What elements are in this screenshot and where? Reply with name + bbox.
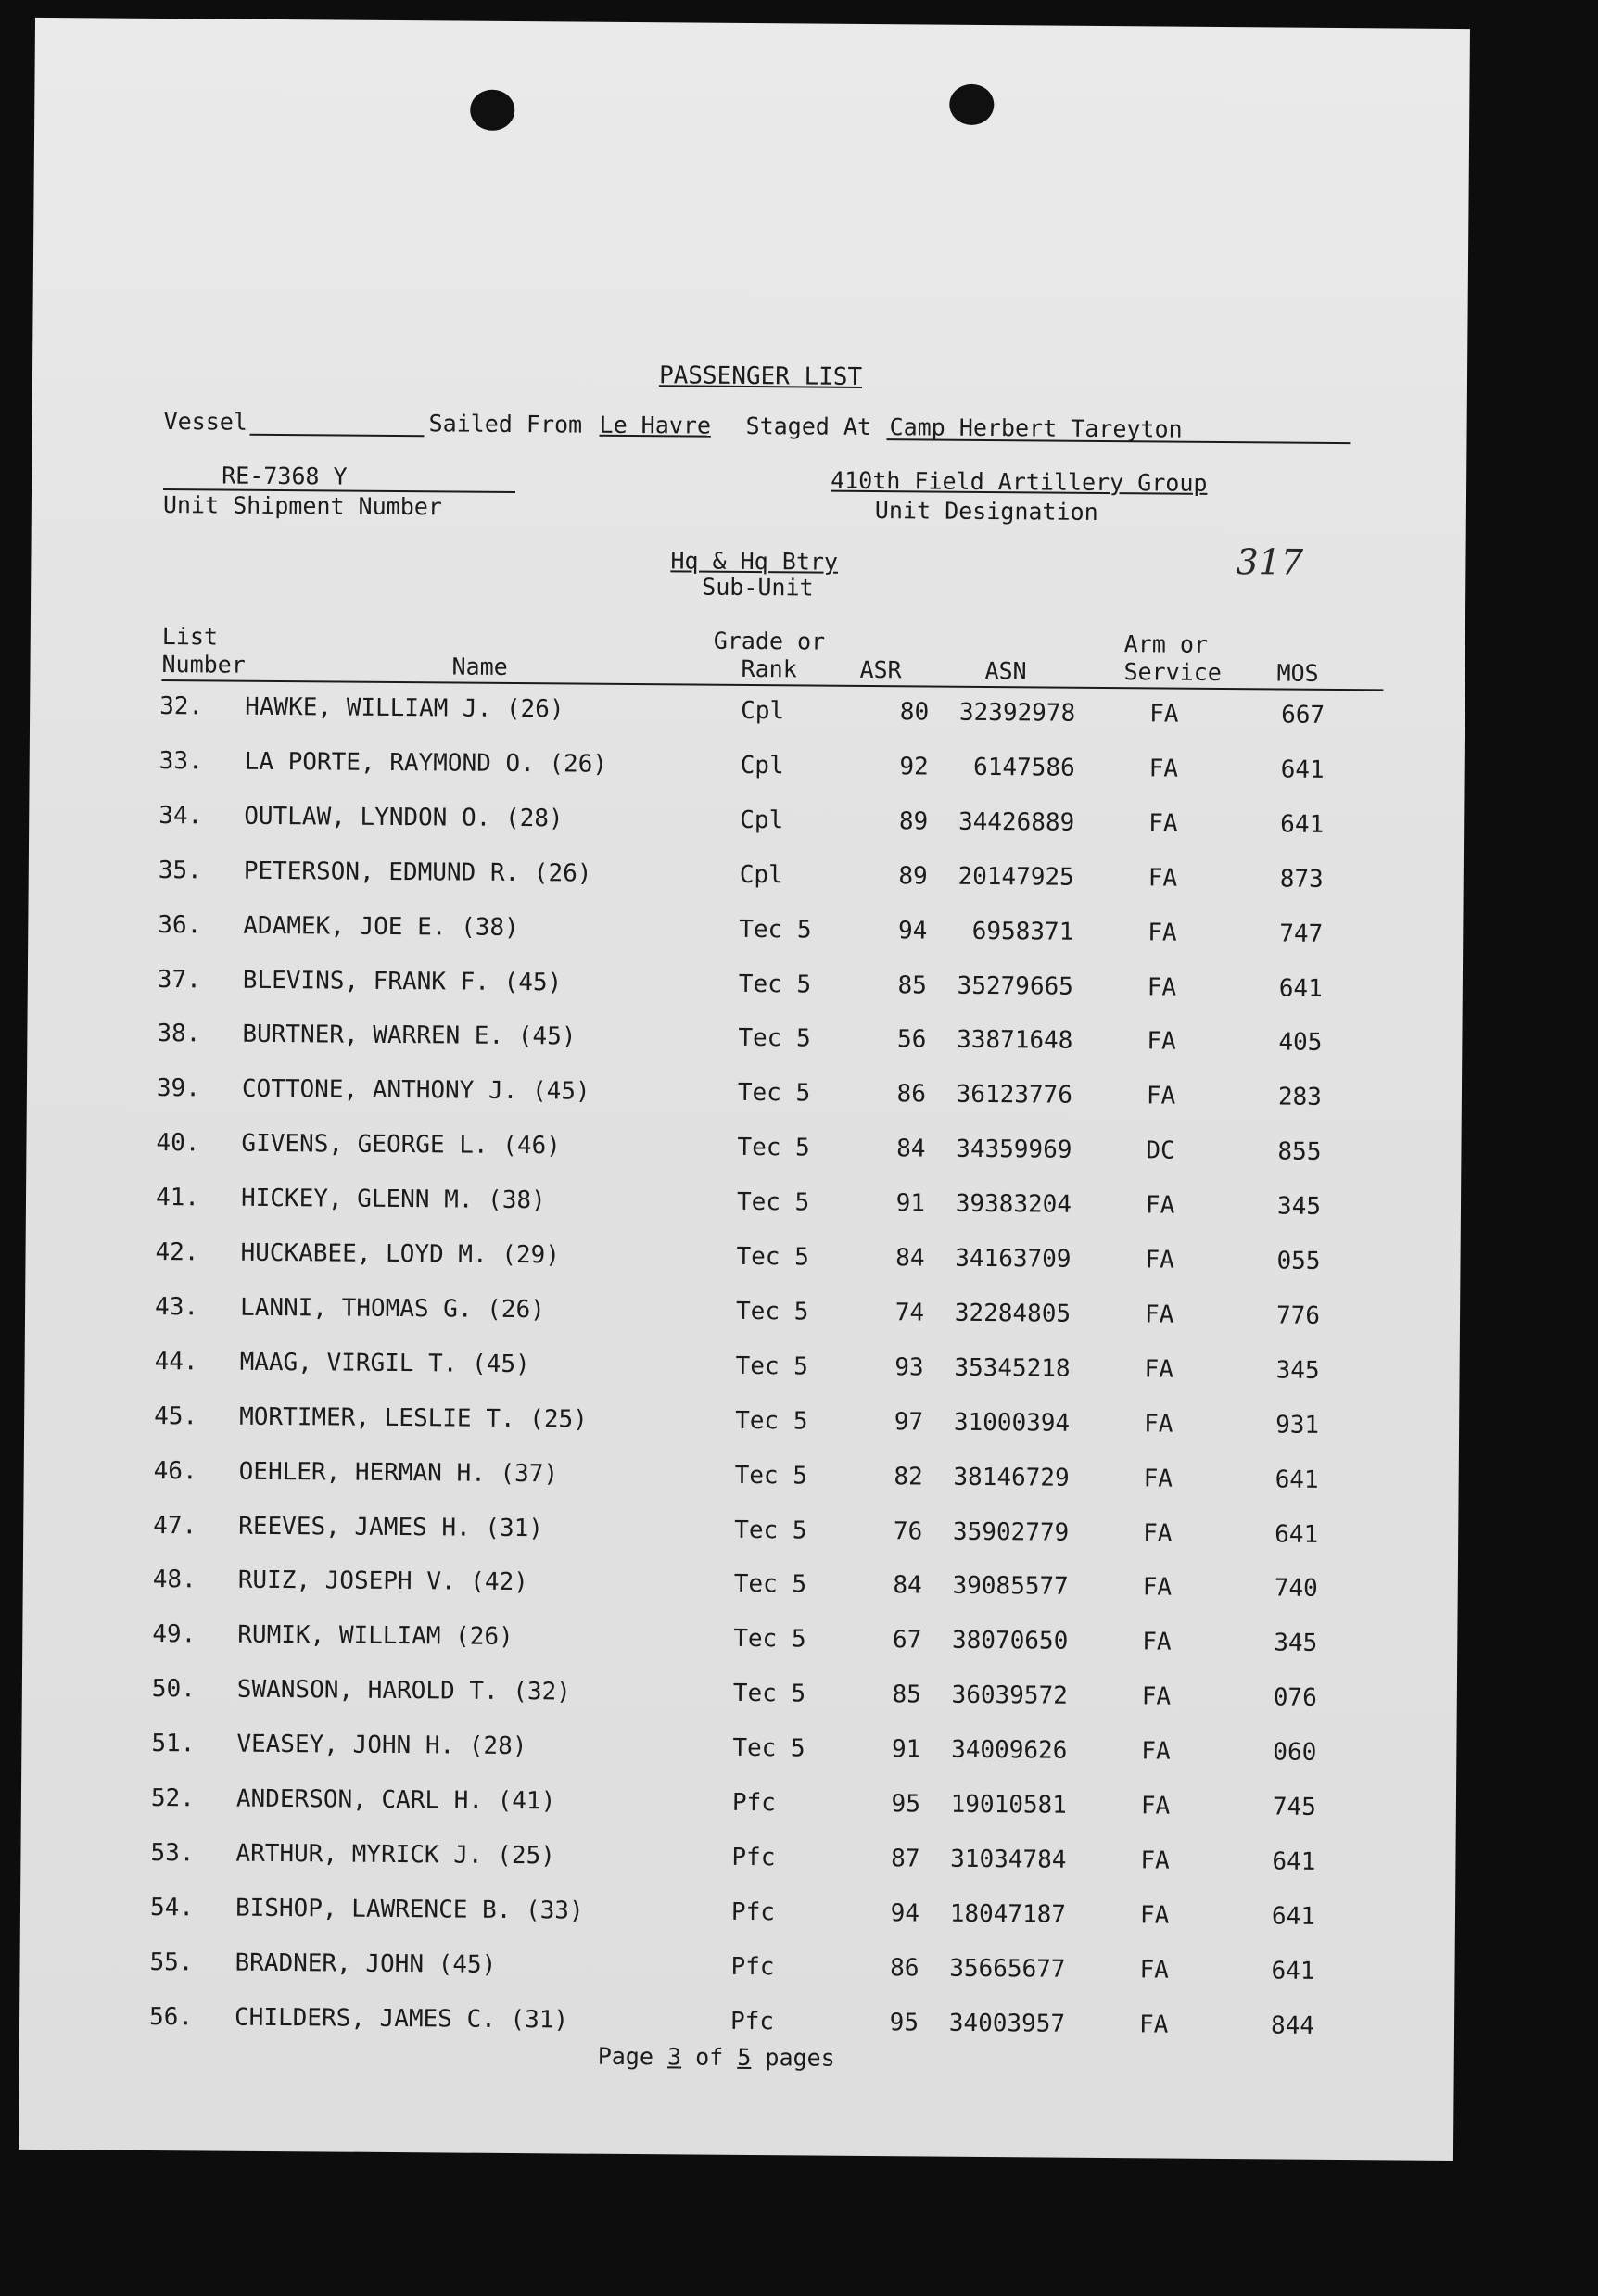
list-number: 48. [152,1566,197,1594]
arm-service: FA [1139,1901,1170,1930]
grade-rank: Tec 5 [733,1625,806,1654]
header-list-number: List Number [161,623,246,679]
passenger-name: BURTNER, WARREN E. (45) [242,1021,577,1051]
arm-service: FA [1140,1846,1170,1875]
passenger-name: RUMIK, WILLIAM (26) [237,1620,514,1652]
passenger-name: GIVENS, GEORGE L. (46) [241,1129,561,1161]
list-number: 36. [158,910,202,939]
list-number: 33. [159,746,203,776]
list-number: 38. [157,1020,201,1048]
table-row [29,801,1464,849]
asr-value: 86 [890,1953,919,1983]
mos-value: 745 [1272,1793,1316,1821]
mos-value: 931 [1275,1411,1320,1440]
passenger-name: HUCKABEE, LOYD M. (29) [240,1238,561,1270]
grade-rank: Tec 5 [734,1461,808,1490]
table-row [27,1073,1462,1122]
list-number: 43. [154,1292,199,1322]
asr-value: 86 [896,1080,927,1109]
table-row [19,2001,1454,2049]
table-row [28,909,1463,958]
header-name: Name [451,653,508,680]
asr-value: 91 [895,1189,926,1218]
sub-unit: Hq & Hq Btry [670,547,839,576]
asn-value: 35902779 [952,1517,1070,1547]
arm-service: FA [1142,1573,1173,1602]
table-row [26,1183,1461,1231]
list-number: 49. [152,1620,197,1649]
list-number: 45. [154,1402,198,1431]
mos-value: 667 [1281,701,1325,729]
grade-rank: Cpl [740,751,784,780]
passenger-name: BRADNER, JOHN (45) [235,1948,497,1979]
list-number: 46. [153,1456,197,1485]
asn-value: 38146729 [953,1463,1070,1492]
list-number: 35. [158,856,202,885]
arm-service: FA [1141,1682,1172,1711]
arm-service: FA [1148,809,1178,838]
table-row [25,1292,1460,1340]
table-row [30,691,1465,740]
table-row [28,964,1463,1012]
header-asn: ASN [984,656,1027,685]
arm-service: FA [1145,1191,1175,1220]
grade-rank: Tec 5 [739,915,812,945]
header-arm: Arm or Service [1123,630,1222,686]
mos-value: 641 [1278,973,1323,1003]
asr-value: 94 [897,916,928,945]
list-number: 39. [156,1074,201,1103]
list-number: 51. [151,1730,196,1758]
passenger-name: REEVES, JAMES H. (31) [238,1512,544,1542]
sailed-from-label: Sailed From [428,410,583,438]
asr-value: 74 [894,1299,925,1327]
asr-value: 80 [899,698,930,727]
table-row [21,1729,1456,1777]
asn-value: 39383204 [955,1189,1072,1219]
staged-at-label: Staged At [745,412,872,441]
passenger-name: VEASEY, JOHN H. (28) [236,1730,527,1761]
asn-value: 18047187 [949,1899,1067,1929]
grade-rank: Pfc [730,1897,776,1927]
table-row [24,1455,1459,1503]
asn-value: 32284805 [954,1299,1072,1328]
list-number: 52. [150,1783,196,1813]
table-row [24,1402,1459,1450]
asr-value: 89 [898,807,929,836]
arm-service: DC [1146,1136,1175,1165]
grade-rank: Pfc [729,2007,775,2036]
mos-value: 641 [1271,1957,1315,1985]
mos-value: 641 [1272,1847,1316,1876]
mos-value: 055 [1276,1247,1321,1275]
passenger-name: OEHLER, HERMAN H. (37) [238,1457,559,1488]
table-row [30,746,1465,794]
asn-value: 19010581 [950,1790,1068,1820]
arm-service: FA [1148,864,1178,893]
grade-rank: Tec 5 [732,1733,805,1763]
list-number: 44. [154,1347,198,1376]
mos-value: 641 [1280,755,1325,784]
asn-value: 32392978 [958,698,1076,728]
list-number: 37. [157,965,201,994]
asr-value: 97 [894,1407,924,1437]
grade-rank: Tec 5 [738,1024,811,1053]
list-number: 53. [150,1838,195,1868]
header-asr: ASR [859,655,902,684]
mos-value: 345 [1276,1192,1322,1221]
asr-value: 95 [889,2008,919,2037]
asn-value: 34426889 [958,807,1075,837]
mos-value: 283 [1277,1083,1323,1112]
asr-value: 95 [891,1790,921,1819]
grade-rank: Tec 5 [732,1680,806,1708]
arm-service: FA [1148,918,1177,947]
unit-designation-label: Unit Designation [874,497,1098,526]
sub-unit-label: Sub-Unit [702,573,814,602]
asr-value: 84 [895,1244,925,1273]
asn-value: 6958371 [971,917,1074,946]
arm-service: FA [1144,1410,1173,1439]
list-number: 47. [153,1511,197,1540]
document-title: PASSENGER LIST [658,362,863,391]
mos-value: 345 [1275,1356,1320,1385]
arm-service: FA [1138,2010,1169,2039]
passenger-name: RUIZ, JOSEPH V. (42) [237,1567,528,1597]
arm-service: FA [1140,1792,1171,1820]
grade-rank: Tec 5 [737,1079,811,1108]
mos-value: 060 [1273,1738,1317,1767]
grade-rank: Cpl [739,860,783,889]
passenger-name: MAAG, VIRGIL T. (45) [239,1348,530,1378]
grade-rank: Tec 5 [734,1516,807,1545]
punch-hole-left [470,90,514,131]
asn-value: 35665677 [949,1954,1066,1984]
table-row [20,1893,1455,1941]
grade-rank: Cpl [741,696,785,726]
mos-value: 345 [1274,1629,1318,1658]
asn-value: 31000394 [953,1408,1071,1438]
table-row [19,1947,1454,1996]
header-mos: MOS [1276,659,1319,687]
grade-rank: Tec 5 [735,1297,809,1326]
grade-rank: Tec 5 [737,1134,810,1162]
grade-rank: Pfc [731,1788,777,1818]
grade-rank: Tec 5 [736,1242,809,1272]
grade-rank: Pfc [730,1952,775,1981]
grade-rank: Tec 5 [735,1351,809,1381]
punch-hole-right [949,84,994,125]
arm-service: FA [1143,1464,1173,1493]
mos-value: 873 [1279,865,1324,894]
mos-value: 776 [1275,1301,1321,1330]
arm-service: FA [1139,1956,1169,1985]
grade-rank: Tec 5 [736,1188,810,1217]
asr-value: 89 [898,861,928,891]
arm-service: FA [1144,1355,1174,1384]
asr-value: 92 [899,753,929,781]
asn-value: 35279665 [957,971,1073,1001]
asn-value: 34359969 [956,1135,1072,1164]
asn-value: 38070650 [951,1627,1069,1656]
list-number: 40. [156,1129,200,1158]
list-number: 50. [151,1675,196,1704]
passenger-name: HICKEY, GLENN M. (38) [240,1184,546,1215]
grade-rank: Tec 5 [733,1570,807,1599]
asn-value: 39085577 [952,1572,1069,1602]
table-row [21,1783,1456,1832]
arm-service: FA [1148,755,1179,783]
asn-value: 36123776 [956,1081,1073,1110]
mos-value: 641 [1280,810,1325,839]
passenger-name: BISHOP, LAWRENCE B. (33) [235,1894,584,1925]
list-number: 55. [149,1947,194,1977]
asr-value: 67 [892,1626,922,1655]
table-row [23,1565,1458,1613]
asr-value: 94 [890,1899,920,1928]
asr-value: 56 [896,1025,927,1054]
mos-value: 641 [1275,1465,1319,1494]
grade-rank: Tec 5 [738,970,812,999]
asn-value: 20147925 [958,862,1074,892]
asn-value: 36039572 [951,1681,1068,1710]
grade-rank: Cpl [740,806,784,835]
mos-value: 641 [1275,1519,1319,1549]
asr-value: 85 [897,970,927,1000]
asr-value: 84 [896,1135,926,1163]
passenger-name: HAWKE, WILLIAM J. (26) [245,692,564,724]
table-row [22,1619,1457,1668]
asr-value: 82 [894,1462,923,1491]
table-row [20,1838,1455,1886]
list-number: 41. [155,1184,200,1212]
unit-designation: 410th Field Artillery Group [831,466,1208,497]
staged-at-value: Camp Herbert Tareyton [889,413,1183,443]
arm-service: FA [1145,1246,1174,1275]
passenger-name: ANDERSON, CARL H. (41) [235,1784,556,1816]
list-number: 32. [159,691,204,721]
asr-value: 84 [893,1571,922,1600]
unit-shipment-number: RE-7368 Y [222,462,348,490]
list-number: 42. [155,1237,199,1267]
table-row [29,856,1464,904]
table-row [22,1674,1457,1722]
passenger-name: SWANSON, HAROLD T. (32) [236,1675,572,1706]
document-page [19,18,1470,2161]
arm-service: FA [1149,700,1179,729]
mos-value: 855 [1277,1137,1322,1167]
list-number: 54. [149,1893,195,1922]
asn-value: 33871648 [957,1026,1073,1056]
arm-service: FA [1147,972,1177,1002]
grade-rank: Tec 5 [735,1406,808,1436]
asn-value: 34163709 [955,1244,1072,1274]
asn-value: 31034784 [950,1845,1067,1874]
mos-value: 844 [1270,2011,1315,2040]
passenger-name: COTTONE, ANTHONY J. (45) [241,1075,590,1106]
list-number: 34. [159,801,203,831]
arm-service: FA [1142,1628,1172,1656]
passenger-name: OUTLAW, LYNDON O. (28) [244,802,564,833]
passenger-name: LA PORTE, RAYMOND O. (26) [244,747,608,779]
list-number: 56. [148,2002,194,2031]
table-row [24,1347,1459,1395]
asr-value: 93 [894,1353,924,1382]
sailed-from-value: Le Havre [599,411,712,439]
passenger-name: BLEVINS, FRANK F. (45) [242,966,563,996]
passenger-name: MORTIMER, LESLIE T. (25) [239,1402,588,1434]
arm-service: FA [1143,1518,1173,1548]
asn-value: 6147586 [973,753,1075,782]
grade-rank: Pfc [731,1843,776,1872]
vessel-blank-line [249,434,424,437]
asr-value: 91 [891,1735,921,1764]
table-row [27,1019,1462,1067]
arm-service: FA [1147,1027,1176,1057]
asr-value: 87 [891,1845,920,1873]
table-row [25,1237,1460,1286]
asn-value: 35345218 [954,1353,1071,1383]
passenger-name: LANNI, THOMAS G. (26) [239,1293,545,1325]
page-footer: Page 3 of 5 pages [597,2042,835,2072]
header-grade: Grade or Rank [713,627,826,683]
arm-service: FA [1144,1300,1174,1329]
asn-value: 34003957 [948,2009,1066,2038]
table-row [23,1510,1458,1558]
asn-value: 34009626 [951,1735,1068,1765]
asr-value: 85 [892,1681,921,1709]
mos-value: 641 [1271,1902,1316,1931]
unit-shipment-label: Unit Shipment Number [162,491,443,521]
passenger-name: ADAMEK, JOE E. (38) [243,911,519,942]
arm-service: FA [1146,1082,1176,1110]
passenger-name: ARTHUR, MYRICK J. (25) [235,1839,555,1871]
mos-value: 747 [1279,920,1324,948]
arm-service: FA [1141,1737,1171,1766]
mos-value: 405 [1278,1028,1323,1058]
page-stamp-number: 317 [1236,541,1304,583]
mos-value: 740 [1274,1574,1318,1604]
asr-value: 76 [893,1516,923,1545]
vessel-label: Vessel [163,408,248,436]
mos-value: 076 [1273,1683,1317,1713]
table-row [26,1128,1461,1176]
passenger-name: CHILDERS, JAMES C. (31) [234,2003,569,2035]
passenger-name: PETERSON, EDMUND R. (26) [243,856,592,888]
